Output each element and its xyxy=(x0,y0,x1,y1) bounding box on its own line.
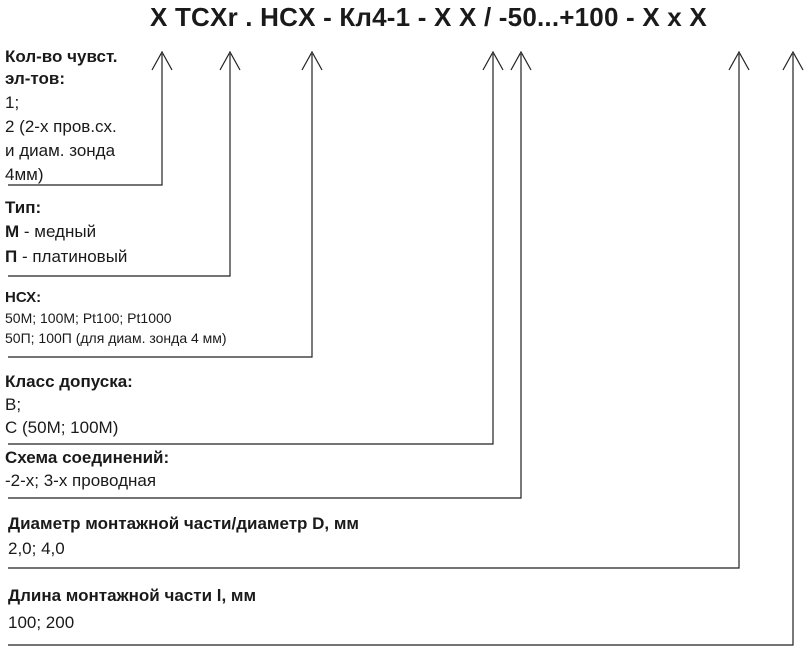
diameter-label: Диаметр монтажной части/диаметр D, мм xyxy=(8,514,360,533)
nsh-value-2: 50П; 100П (для диам. зонда 4 мм) xyxy=(5,330,227,346)
designation-code: X TCXr . HCX - Кл4-1 - X X / -50...+100 - X x X xyxy=(150,2,707,32)
nsh-label: НСХ: xyxy=(5,289,42,306)
qty-value-1: 1; xyxy=(5,93,20,112)
type-option-copper xyxy=(5,223,96,240)
length-value: 100; 200 xyxy=(8,613,75,632)
class-value-1: В; xyxy=(5,395,22,414)
qty-value-2: 2 (2-х пров.сх. xyxy=(5,117,117,136)
qty-label-line1: Кол-во чувст. xyxy=(5,47,118,66)
type-option-copper-code: М xyxy=(5,222,20,241)
type-label: Тип: xyxy=(5,198,42,217)
qty-value-3: и диам. зонда xyxy=(5,141,116,160)
qty-label-line2: эл-тов: xyxy=(5,69,66,88)
type-option-copper-text: - медный xyxy=(19,222,97,241)
length-label: Длина монтажной части l, мм xyxy=(8,586,257,605)
type-option-platinum-code: П xyxy=(5,247,18,266)
type-option-platinum xyxy=(5,248,127,265)
nsh-value-1: 50М; 100М; Pt100; Pt1000 xyxy=(5,310,172,326)
scheme-value: -2-х; 3-х проводная xyxy=(5,471,157,490)
qty-value-4: 4мм) xyxy=(5,165,44,184)
connector-length xyxy=(8,54,793,645)
type-option-platinum-text: - платиновый xyxy=(17,247,128,266)
scheme-label: Схема соединений: xyxy=(5,448,170,467)
diameter-value: 2,0; 4,0 xyxy=(8,539,65,558)
class-label: Класс допуска: xyxy=(5,372,133,391)
class-value-2: С (50М; 100М) xyxy=(5,418,119,437)
